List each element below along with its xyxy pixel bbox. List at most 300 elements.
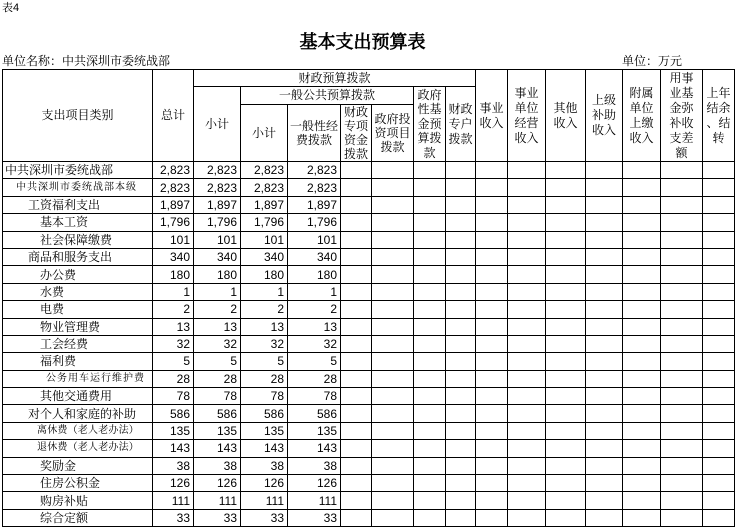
business-fund-cell xyxy=(661,179,703,196)
fiscal-account-cell xyxy=(446,422,476,439)
table-row xyxy=(3,162,735,179)
business-fund-cell xyxy=(661,509,703,526)
gov-fund-budget-cell xyxy=(414,162,446,179)
business-income-cell xyxy=(476,405,508,422)
total-cell: 2,823 xyxy=(153,179,194,196)
general-funds-cell: 135 xyxy=(288,422,341,439)
category-cell: 基本工资 xyxy=(3,214,153,231)
business-income-cell xyxy=(476,162,508,179)
other-income-cell xyxy=(546,162,586,179)
table-row xyxy=(3,335,735,352)
special-funds-cell xyxy=(341,266,372,283)
affiliate-income-cell xyxy=(623,353,661,370)
table-number: 表4 xyxy=(2,2,20,14)
business-income-cell xyxy=(476,248,508,265)
header-category: 支出项目类别 xyxy=(3,70,153,162)
category-cell: 工会经费 xyxy=(3,335,153,352)
affiliate-income-cell xyxy=(623,318,661,335)
operating-income-cell xyxy=(508,457,546,474)
fiscal-subtotal-cell: 38 xyxy=(194,457,241,474)
operating-income-cell xyxy=(508,475,546,492)
fiscal-account-cell xyxy=(446,318,476,335)
affiliate-income-cell xyxy=(623,266,661,283)
superior-subsidy-cell xyxy=(586,405,623,422)
gov-investment-cell xyxy=(372,214,414,231)
table-row xyxy=(3,179,735,196)
table-row xyxy=(3,388,735,405)
operating-income-cell xyxy=(508,370,546,387)
superior-subsidy-cell xyxy=(586,214,623,231)
affiliate-income-cell xyxy=(623,335,661,352)
other-income-cell xyxy=(546,248,586,265)
table-row xyxy=(3,370,735,387)
business-income-cell xyxy=(476,388,508,405)
affiliate-income-cell xyxy=(623,196,661,213)
header-row xyxy=(3,70,735,87)
business-income-cell xyxy=(476,475,508,492)
total-cell: 126 xyxy=(153,475,194,492)
gov-investment-cell xyxy=(372,248,414,265)
total-cell: 111 xyxy=(153,492,194,509)
fiscal-account-cell xyxy=(446,509,476,526)
total-cell: 5 xyxy=(153,353,194,370)
special-funds-cell xyxy=(341,214,372,231)
gov-fund-budget-cell xyxy=(414,179,446,196)
table-row xyxy=(3,248,735,265)
special-funds-cell xyxy=(341,283,372,300)
total-cell: 586 xyxy=(153,405,194,422)
fiscal-subtotal-cell: 2,823 xyxy=(194,179,241,196)
fiscal-subtotal-cell: 340 xyxy=(194,248,241,265)
general-funds-cell: 38 xyxy=(288,457,341,474)
affiliate-income-cell xyxy=(623,457,661,474)
gov-investment-cell xyxy=(372,388,414,405)
gov-investment-cell xyxy=(372,231,414,248)
business-fund-cell xyxy=(661,196,703,213)
gov-fund-budget-cell xyxy=(414,335,446,352)
fiscal-account-cell xyxy=(446,283,476,300)
business-fund-cell xyxy=(661,405,703,422)
affiliate-income-cell xyxy=(623,475,661,492)
category-cell: 中共深圳市委统战部 xyxy=(3,162,153,179)
general-subtotal-cell: 2,823 xyxy=(241,179,288,196)
superior-subsidy-cell xyxy=(586,370,623,387)
budget-table xyxy=(2,69,735,527)
special-funds-cell xyxy=(341,370,372,387)
category-cell: 购房补贴 xyxy=(3,492,153,509)
affiliate-income-cell xyxy=(623,231,661,248)
gov-investment-cell xyxy=(372,301,414,318)
fiscal-subtotal-cell: 1,897 xyxy=(194,196,241,213)
special-funds-cell xyxy=(341,509,372,526)
currency-unit: 单位：万元 xyxy=(622,54,683,68)
table-row xyxy=(3,318,735,335)
special-funds-cell xyxy=(341,318,372,335)
operating-income-cell xyxy=(508,509,546,526)
other-income-cell xyxy=(546,231,586,248)
affiliate-income-cell xyxy=(623,509,661,526)
table-row xyxy=(3,196,735,213)
header-general-funds-label: 一般性经费拨款 xyxy=(289,119,338,147)
business-income-cell xyxy=(476,196,508,213)
special-funds-cell xyxy=(341,162,372,179)
total-cell: 2 xyxy=(153,301,194,318)
fiscal-account-cell xyxy=(446,457,476,474)
special-funds-cell xyxy=(341,301,372,318)
header-gov-fund-budget xyxy=(414,87,446,162)
table-row xyxy=(3,509,735,526)
business-fund-cell xyxy=(661,162,703,179)
header-superior-subsidy-label: 上级补助收入 xyxy=(592,93,617,137)
fiscal-subtotal-cell: 28 xyxy=(194,370,241,387)
category-cell: 工资福利支出 xyxy=(3,196,153,213)
carryover-cell xyxy=(703,266,735,283)
category-cell: 对个人和家庭的补助 xyxy=(3,405,153,422)
total-cell: 180 xyxy=(153,266,194,283)
special-funds-cell xyxy=(341,335,372,352)
fiscal-account-cell xyxy=(446,231,476,248)
general-funds-cell: 111 xyxy=(288,492,341,509)
special-funds-cell xyxy=(341,196,372,213)
fiscal-account-cell xyxy=(446,162,476,179)
unit-name-value: 中共深圳市委统战部 xyxy=(62,54,171,68)
general-subtotal-cell: 28 xyxy=(241,370,288,387)
gov-fund-budget-cell xyxy=(414,492,446,509)
total-cell: 32 xyxy=(153,335,194,352)
fiscal-subtotal-cell: 586 xyxy=(194,405,241,422)
carryover-cell xyxy=(703,509,735,526)
business-fund-cell xyxy=(661,388,703,405)
business-fund-cell xyxy=(661,475,703,492)
fiscal-account-cell xyxy=(446,248,476,265)
superior-subsidy-cell xyxy=(586,196,623,213)
affiliate-income-cell xyxy=(623,179,661,196)
gov-investment-cell xyxy=(372,422,414,439)
other-income-cell xyxy=(546,353,586,370)
total-cell: 2,823 xyxy=(153,162,194,179)
carryover-cell xyxy=(703,214,735,231)
special-funds-cell xyxy=(341,457,372,474)
general-subtotal-cell: 32 xyxy=(241,335,288,352)
affiliate-income-cell xyxy=(623,422,661,439)
carryover-cell xyxy=(703,388,735,405)
affiliate-income-cell xyxy=(623,405,661,422)
gov-investment-cell xyxy=(372,492,414,509)
total-cell: 13 xyxy=(153,318,194,335)
fiscal-account-cell xyxy=(446,475,476,492)
table-row xyxy=(3,301,735,318)
gov-fund-budget-cell xyxy=(414,475,446,492)
affiliate-income-cell xyxy=(623,283,661,300)
operating-income-cell xyxy=(508,318,546,335)
operating-income-cell xyxy=(508,196,546,213)
total-cell: 1,897 xyxy=(153,196,194,213)
special-funds-cell xyxy=(341,440,372,457)
page-title: 基本支出预算表 xyxy=(299,32,426,52)
affiliate-income-cell xyxy=(623,440,661,457)
fiscal-subtotal-cell: 111 xyxy=(194,492,241,509)
general-subtotal-cell: 13 xyxy=(241,318,288,335)
fiscal-subtotal-cell: 101 xyxy=(194,231,241,248)
fiscal-subtotal-cell: 32 xyxy=(194,335,241,352)
business-income-cell xyxy=(476,231,508,248)
fiscal-account-cell xyxy=(446,370,476,387)
fiscal-subtotal-cell: 126 xyxy=(194,475,241,492)
header-business-fund-label: 用事业基金弥补收支差额 xyxy=(669,70,694,160)
operating-income-cell xyxy=(508,440,546,457)
header-other-income xyxy=(546,70,586,162)
business-fund-cell xyxy=(661,353,703,370)
special-funds-cell xyxy=(341,388,372,405)
table-row xyxy=(3,440,735,457)
gov-investment-cell xyxy=(372,179,414,196)
business-income-cell xyxy=(476,370,508,387)
table-row xyxy=(3,353,735,370)
business-fund-cell xyxy=(661,370,703,387)
superior-subsidy-cell xyxy=(586,318,623,335)
general-subtotal-cell: 340 xyxy=(241,248,288,265)
header-business-fund xyxy=(661,70,703,162)
fiscal-subtotal-cell: 1,796 xyxy=(194,214,241,231)
carryover-cell xyxy=(703,492,735,509)
business-fund-cell xyxy=(661,301,703,318)
fiscal-subtotal-cell: 2 xyxy=(194,301,241,318)
carryover-cell xyxy=(703,301,735,318)
header-other-income-label: 其他收入 xyxy=(553,100,578,130)
superior-subsidy-cell xyxy=(586,162,623,179)
superior-subsidy-cell xyxy=(586,492,623,509)
other-income-cell xyxy=(546,370,586,387)
gov-investment-cell xyxy=(372,405,414,422)
fiscal-subtotal-cell: 180 xyxy=(194,266,241,283)
gov-investment-cell xyxy=(372,283,414,300)
special-funds-cell xyxy=(341,422,372,439)
other-income-cell xyxy=(546,179,586,196)
general-funds-cell: 143 xyxy=(288,440,341,457)
fiscal-subtotal-cell: 2,823 xyxy=(194,162,241,179)
superior-subsidy-cell xyxy=(586,335,623,352)
fiscal-account-cell xyxy=(446,301,476,318)
fiscal-account-cell xyxy=(446,196,476,213)
superior-subsidy-cell xyxy=(586,353,623,370)
carryover-cell xyxy=(703,370,735,387)
header-affiliate-income xyxy=(623,70,661,162)
fiscal-account-cell xyxy=(446,388,476,405)
table-header xyxy=(3,70,735,162)
gov-investment-cell xyxy=(372,475,414,492)
gov-fund-budget-cell xyxy=(414,353,446,370)
general-funds-cell: 1,796 xyxy=(288,214,341,231)
gov-fund-budget-cell xyxy=(414,196,446,213)
business-income-cell xyxy=(476,509,508,526)
fiscal-subtotal-cell: 143 xyxy=(194,440,241,457)
business-fund-cell xyxy=(661,440,703,457)
operating-income-cell xyxy=(508,266,546,283)
superior-subsidy-cell xyxy=(586,301,623,318)
operating-income-cell xyxy=(508,405,546,422)
table-row xyxy=(3,231,735,248)
business-fund-cell xyxy=(661,492,703,509)
business-income-cell xyxy=(476,353,508,370)
header-fiscal-account xyxy=(446,87,476,162)
header-total: 总计 xyxy=(153,70,194,162)
carryover-cell xyxy=(703,353,735,370)
business-fund-cell xyxy=(661,335,703,352)
general-subtotal-cell: 2 xyxy=(241,301,288,318)
category-cell: 住房公积金 xyxy=(3,475,153,492)
other-income-cell xyxy=(546,440,586,457)
general-funds-cell: 5 xyxy=(288,353,341,370)
operating-income-cell xyxy=(508,353,546,370)
general-funds-cell: 180 xyxy=(288,266,341,283)
other-income-cell xyxy=(546,475,586,492)
header-fiscal-subtotal: 小计 xyxy=(194,87,241,162)
table-row xyxy=(3,405,735,422)
header-general-subtotal: 小计 xyxy=(241,105,288,162)
affiliate-income-cell xyxy=(623,301,661,318)
gov-investment-cell xyxy=(372,457,414,474)
header-general-funds xyxy=(288,105,341,162)
business-income-cell xyxy=(476,422,508,439)
fiscal-account-cell xyxy=(446,353,476,370)
general-subtotal-cell: 1 xyxy=(241,283,288,300)
business-fund-cell xyxy=(661,231,703,248)
general-subtotal-cell: 586 xyxy=(241,405,288,422)
table-row xyxy=(3,457,735,474)
other-income-cell xyxy=(546,509,586,526)
general-subtotal-cell: 180 xyxy=(241,266,288,283)
gov-investment-cell xyxy=(372,353,414,370)
category-cell: 物业管理费 xyxy=(3,318,153,335)
gov-investment-cell xyxy=(372,335,414,352)
special-funds-cell xyxy=(341,405,372,422)
gov-investment-cell xyxy=(372,266,414,283)
general-funds-cell: 1,897 xyxy=(288,196,341,213)
business-income-cell xyxy=(476,179,508,196)
total-cell: 1 xyxy=(153,283,194,300)
other-income-cell xyxy=(546,283,586,300)
other-income-cell xyxy=(546,405,586,422)
category-cell: 社会保障缴费 xyxy=(3,231,153,248)
gov-investment-cell xyxy=(372,318,414,335)
other-income-cell xyxy=(546,492,586,509)
general-funds-cell: 33 xyxy=(288,509,341,526)
header-gov-investment-label: 政府投资项目拨款 xyxy=(374,112,411,154)
header-affiliate-income-label: 附属单位上缴收入 xyxy=(629,85,654,145)
gov-investment-cell xyxy=(372,509,414,526)
fiscal-account-cell xyxy=(446,440,476,457)
general-funds-cell: 2 xyxy=(288,301,341,318)
superior-subsidy-cell xyxy=(586,388,623,405)
general-funds-cell: 32 xyxy=(288,335,341,352)
carryover-cell xyxy=(703,405,735,422)
operating-income-cell xyxy=(508,283,546,300)
other-income-cell xyxy=(546,457,586,474)
operating-income-cell xyxy=(508,301,546,318)
header-general-public-budget: 一般公共预算拨款 xyxy=(241,87,414,105)
fiscal-subtotal-cell: 135 xyxy=(194,422,241,439)
superior-subsidy-cell xyxy=(586,422,623,439)
carryover-cell xyxy=(703,196,735,213)
header-operating-income-label: 事业单位经营收入 xyxy=(514,85,539,145)
fiscal-subtotal-cell: 78 xyxy=(194,388,241,405)
carryover-cell xyxy=(703,318,735,335)
special-funds-cell xyxy=(341,179,372,196)
operating-income-cell xyxy=(508,492,546,509)
fiscal-subtotal-cell: 33 xyxy=(194,509,241,526)
fiscal-account-cell xyxy=(446,405,476,422)
gov-investment-cell xyxy=(372,440,414,457)
header-operating-income xyxy=(508,70,546,162)
gov-fund-budget-cell xyxy=(414,440,446,457)
fiscal-account-cell xyxy=(446,335,476,352)
special-funds-cell xyxy=(341,231,372,248)
fiscal-account-cell xyxy=(446,266,476,283)
gov-fund-budget-cell xyxy=(414,370,446,387)
category-cell: 奖励金 xyxy=(3,457,153,474)
general-subtotal-cell: 1,796 xyxy=(241,214,288,231)
total-cell: 135 xyxy=(153,422,194,439)
gov-fund-budget-cell xyxy=(414,231,446,248)
business-fund-cell xyxy=(661,214,703,231)
business-income-cell xyxy=(476,492,508,509)
fiscal-account-cell xyxy=(446,492,476,509)
superior-subsidy-cell xyxy=(586,248,623,265)
table-row xyxy=(3,492,735,509)
operating-income-cell xyxy=(508,388,546,405)
business-fund-cell xyxy=(661,248,703,265)
header-business-income-label: 事业收入 xyxy=(479,100,504,130)
carryover-cell xyxy=(703,475,735,492)
operating-income-cell xyxy=(508,422,546,439)
general-funds-cell: 101 xyxy=(288,231,341,248)
header-fiscal-budget: 财政预算拨款 xyxy=(194,70,476,87)
table-row xyxy=(3,283,735,300)
superior-subsidy-cell xyxy=(586,440,623,457)
general-funds-cell: 78 xyxy=(288,388,341,405)
general-subtotal-cell: 135 xyxy=(241,422,288,439)
affiliate-income-cell xyxy=(623,370,661,387)
total-cell: 1,796 xyxy=(153,214,194,231)
operating-income-cell xyxy=(508,214,546,231)
carryover-cell xyxy=(703,283,735,300)
superior-subsidy-cell xyxy=(586,509,623,526)
business-income-cell xyxy=(476,283,508,300)
general-subtotal-cell: 38 xyxy=(241,457,288,474)
category-cell: 退休费（老人老办法） xyxy=(3,440,153,457)
table-row xyxy=(3,475,735,492)
business-income-cell xyxy=(476,301,508,318)
category-cell: 水费 xyxy=(3,283,153,300)
gov-fund-budget-cell xyxy=(414,388,446,405)
carryover-cell xyxy=(703,457,735,474)
fiscal-subtotal-cell: 13 xyxy=(194,318,241,335)
table-row xyxy=(3,266,735,283)
category-cell: 商品和服务支出 xyxy=(3,248,153,265)
gov-fund-budget-cell xyxy=(414,422,446,439)
other-income-cell xyxy=(546,196,586,213)
carryover-cell xyxy=(703,162,735,179)
category-cell: 福利费 xyxy=(3,353,153,370)
fiscal-subtotal-cell: 1 xyxy=(194,283,241,300)
unit-name-label: 单位名称： xyxy=(2,54,63,68)
general-funds-cell: 2,823 xyxy=(288,179,341,196)
business-fund-cell xyxy=(661,422,703,439)
gov-fund-budget-cell xyxy=(414,266,446,283)
general-subtotal-cell: 126 xyxy=(241,475,288,492)
header-carryover-label: 上年结余、结转 xyxy=(706,85,731,145)
unit-name-line xyxy=(2,54,170,68)
